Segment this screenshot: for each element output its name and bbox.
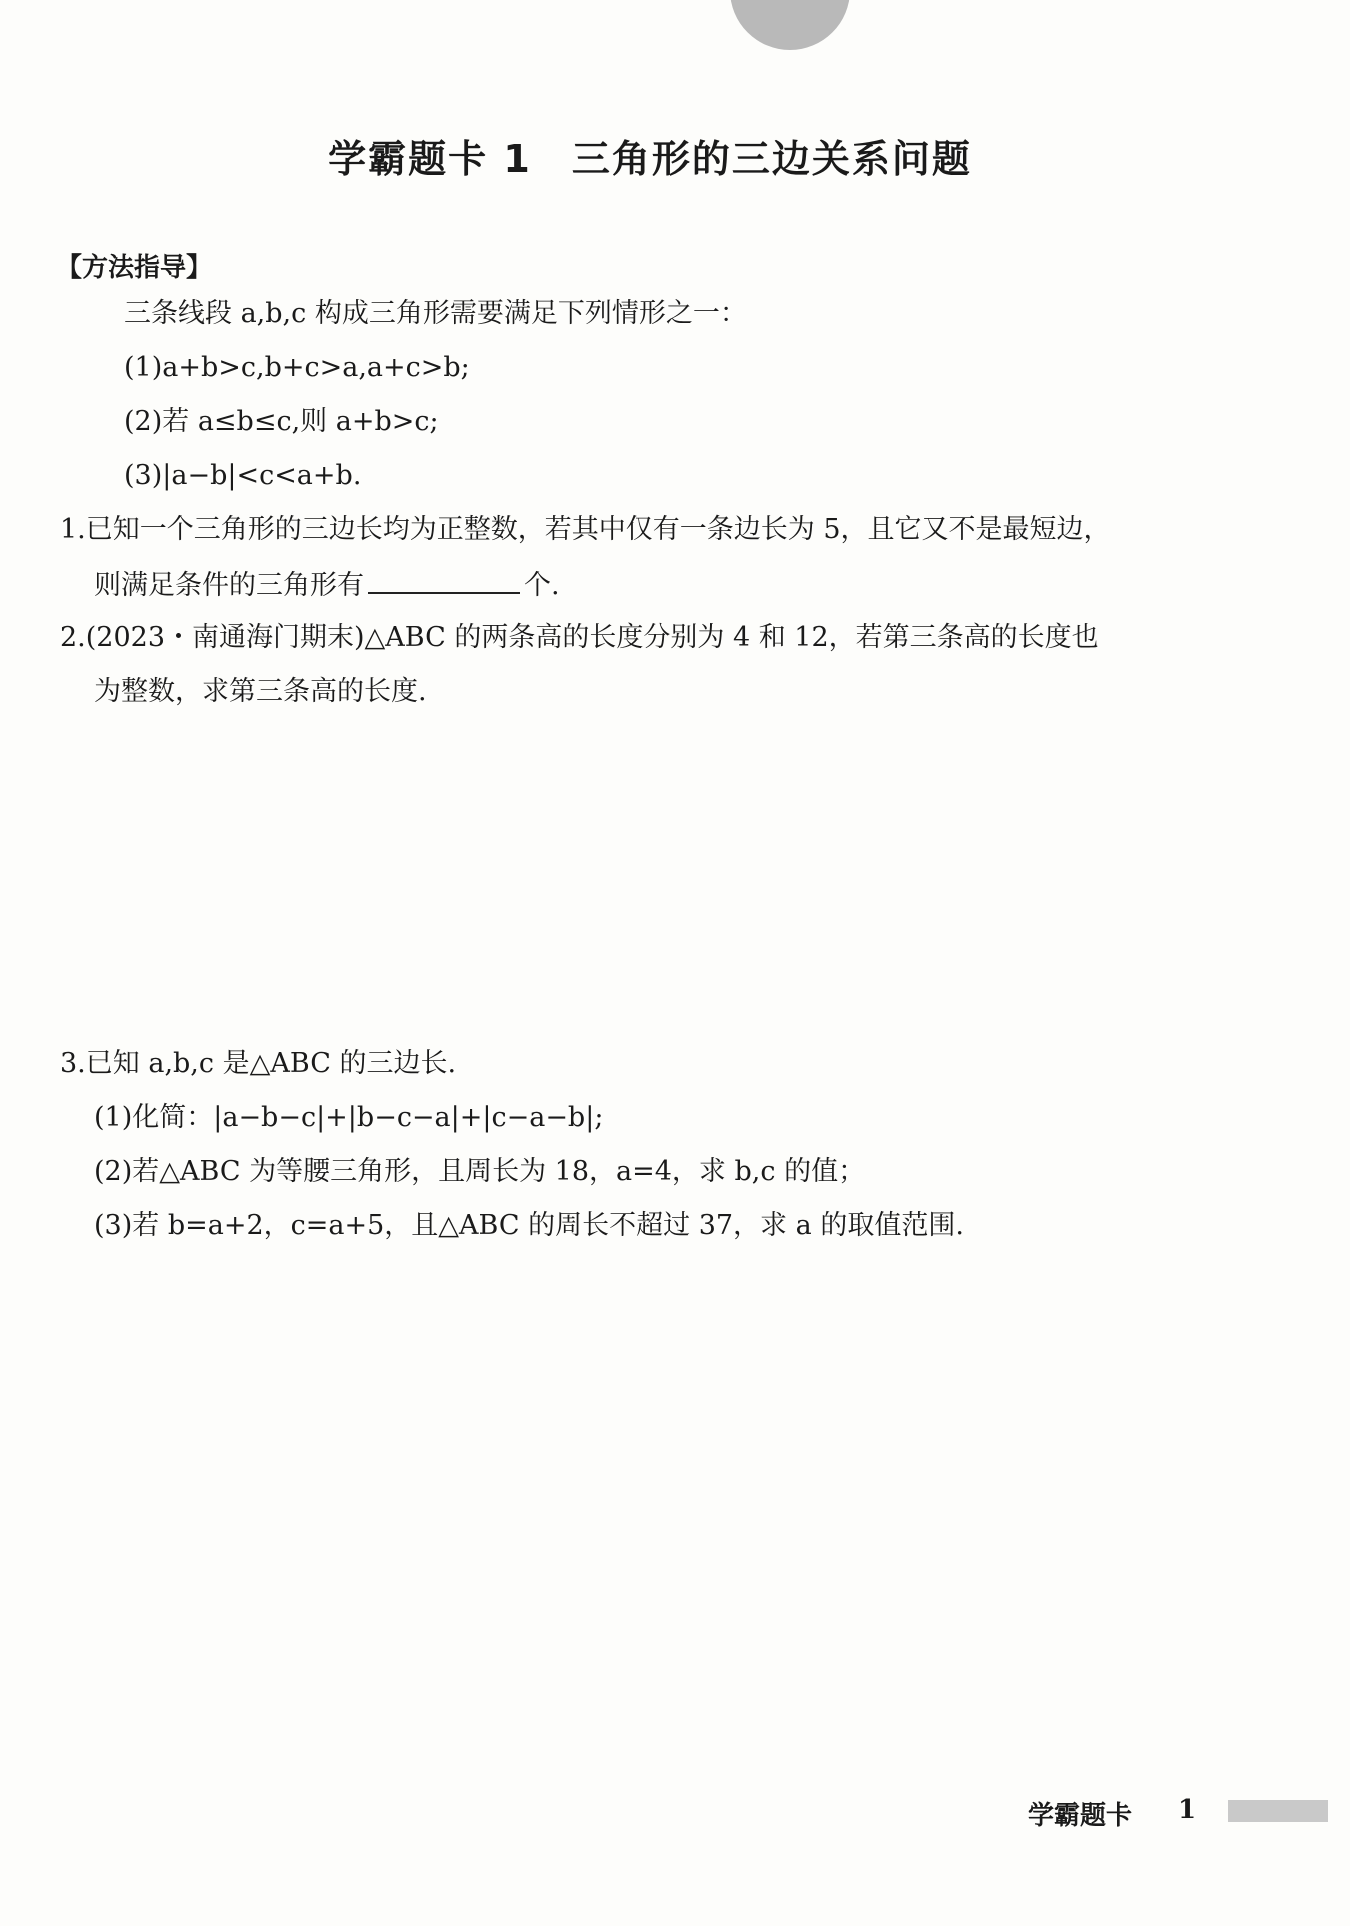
q1-line-2 (94, 566, 560, 604)
q3-part-1: (1)化简：|a−b−c|+|b−c−a|+|c−a−b|; (94, 1102, 604, 1133)
method-item-1: (1)a+b>c,b+c>a,a+c>b; (124, 352, 470, 383)
q2-line-1: 2.(2023・南通海门期末)△ABC 的两条高的长度分别为 4 和 12，若第三条高的长度也 (60, 622, 1099, 653)
page-number: 1 (1178, 1795, 1197, 1825)
answer-blank[interactable] (368, 566, 520, 594)
q3-part-2: (2)若△ABC 为等腰三角形，且周长为 18，a=4，求 b,c 的值； (94, 1156, 866, 1187)
method-item-2: (2)若 a≤b≤c,则 a+b>c; (124, 406, 439, 437)
q2-line-2: 为整数，求第三条高的长度. (94, 676, 427, 707)
page-title: 学霸题卡 1 三角形的三边关系问题 (328, 137, 972, 181)
footer-bar-decoration (1228, 1800, 1328, 1822)
method-heading: 【方法指导】 (56, 253, 213, 283)
top-tab-decoration (730, 0, 850, 50)
q1-text-before: 则满足条件的三角形有 (94, 570, 364, 601)
method-intro: 三条线段 a,b,c 构成三角形需要满足下列情形之一： (124, 298, 747, 329)
method-item-3: (3)|a−b|<c<a+b. (124, 460, 362, 491)
q3-stem: 3.已知 a,b,c 是△ABC 的三边长. (60, 1048, 457, 1079)
footer-label: 学霸题卡 (1028, 1801, 1133, 1831)
q3-part-3: (3)若 b=a+2，c=a+5，且△ABC 的周长不超过 37，求 a 的取值范围. (94, 1210, 964, 1241)
q1-text-after: 个. (524, 570, 560, 601)
q1-line-1: 1.已知一个三角形的三边长均为正整数，若其中仅有一条边长为 5，且它又不是最短边， (60, 514, 1111, 545)
